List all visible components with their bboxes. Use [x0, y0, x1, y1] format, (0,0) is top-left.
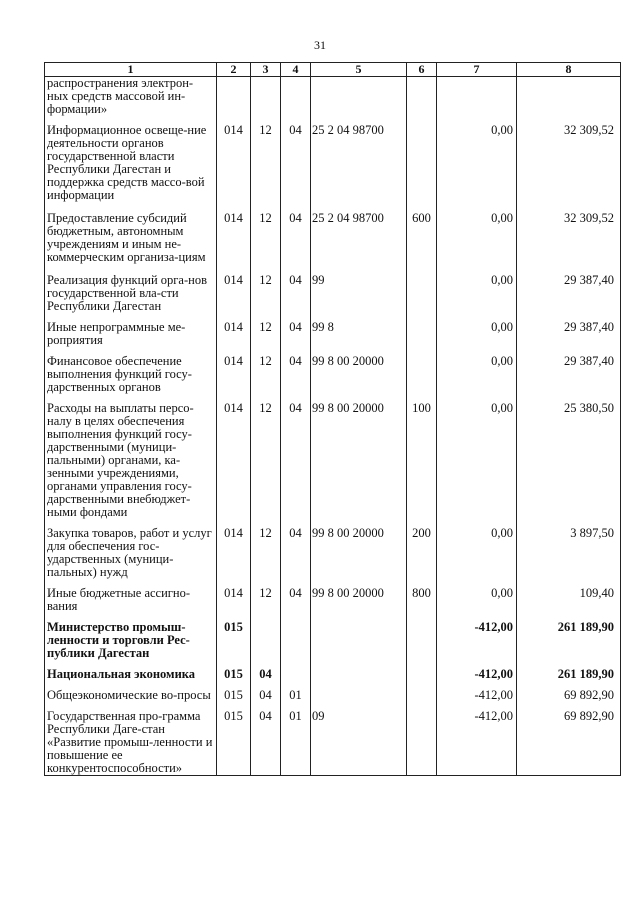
row-expense-type	[407, 124, 437, 212]
row-expense-type	[407, 689, 437, 710]
col-header: 2	[217, 63, 251, 77]
table-row	[45, 668, 621, 689]
row-name: Министерство промыш-ленности и торговли Рес-публики Дагестан	[45, 621, 217, 668]
row-section: 12	[251, 274, 281, 321]
row-amount	[517, 77, 621, 125]
row-change: 0,00	[437, 587, 517, 621]
row-grbs: 014	[217, 212, 251, 274]
row-amount: 261 189,90	[517, 668, 621, 689]
row-grbs: 015	[217, 668, 251, 689]
table-row	[45, 321, 621, 355]
row-section: 04	[251, 668, 281, 689]
row-change: -412,00	[437, 710, 517, 776]
row-grbs: 014	[217, 124, 251, 212]
row-target-article	[311, 77, 407, 125]
row-subsection: 04	[281, 124, 311, 212]
row-section: 12	[251, 212, 281, 274]
col-header: 5	[311, 63, 407, 77]
row-name: Закупка товаров, работ и услуг для обеспечения гос-ударственных (муници-пальных) нужд	[45, 527, 217, 587]
row-expense-type	[407, 710, 437, 776]
col-header: 6	[407, 63, 437, 77]
row-target-article: 99 8 00 20000	[311, 355, 407, 402]
header-row	[45, 63, 621, 77]
row-subsection	[281, 621, 311, 668]
row-target-article: 99 8 00 20000	[311, 527, 407, 587]
row-grbs: 015	[217, 689, 251, 710]
row-expense-type: 100	[407, 402, 437, 527]
row-subsection	[281, 668, 311, 689]
row-amount: 29 387,40	[517, 274, 621, 321]
row-name: Информационное освеще-ние деятельности органов государственной власти Республики Дагестан и поддержка средств массо-вой информации	[45, 124, 217, 212]
row-amount: 261 189,90	[517, 621, 621, 668]
row-grbs: 014	[217, 527, 251, 587]
row-expense-type	[407, 274, 437, 321]
col-header: 1	[45, 63, 217, 77]
row-name: Реализация функций орга-нов государственной вла-сти Республики Дагестан	[45, 274, 217, 321]
row-expense-type	[407, 77, 437, 125]
table-row	[45, 212, 621, 274]
row-amount: 32 309,52	[517, 124, 621, 212]
table-row	[45, 274, 621, 321]
row-target-article: 25 2 04 98700	[311, 212, 407, 274]
row-name: распространения электрон-ных средств массовой ин-формации»	[45, 77, 217, 125]
row-section: 12	[251, 321, 281, 355]
row-subsection	[281, 77, 311, 125]
row-grbs: 014	[217, 274, 251, 321]
col-header: 8	[517, 63, 621, 77]
row-target-article: 99 8 00 20000	[311, 587, 407, 621]
row-target-article: 09	[311, 710, 407, 776]
row-section	[251, 621, 281, 668]
row-grbs: 015	[217, 621, 251, 668]
row-expense-type: 800	[407, 587, 437, 621]
table-row	[45, 621, 621, 668]
row-section: 12	[251, 402, 281, 527]
row-amount: 29 387,40	[517, 355, 621, 402]
row-subsection: 04	[281, 274, 311, 321]
row-amount: 109,40	[517, 587, 621, 621]
row-name: Государственная про-грамма Республики Даге-стан «Развитие промыш-ленности и повышение ее конкурентоспособности»	[45, 710, 217, 776]
table-row	[45, 402, 621, 527]
row-grbs: 014	[217, 587, 251, 621]
row-subsection: 04	[281, 402, 311, 527]
row-section: 12	[251, 587, 281, 621]
row-subsection: 04	[281, 321, 311, 355]
budget-table	[44, 62, 621, 776]
row-change: -412,00	[437, 621, 517, 668]
row-target-article: 99 8 00 20000	[311, 402, 407, 527]
row-grbs: 014	[217, 355, 251, 402]
row-section: 12	[251, 527, 281, 587]
table-row	[45, 355, 621, 402]
page-number: 31	[314, 38, 326, 52]
row-amount: 25 380,50	[517, 402, 621, 527]
row-grbs: 015	[217, 710, 251, 776]
row-target-article: 99 8	[311, 321, 407, 355]
row-subsection: 04	[281, 212, 311, 274]
row-target-article	[311, 621, 407, 668]
row-amount: 32 309,52	[517, 212, 621, 274]
table-row	[45, 710, 621, 776]
row-change: 0,00	[437, 274, 517, 321]
row-section: 04	[251, 689, 281, 710]
row-target-article: 99	[311, 274, 407, 321]
row-change: -412,00	[437, 668, 517, 689]
row-section: 04	[251, 710, 281, 776]
row-name: Предоставление субсидий бюджетным, автономным учреждениям и иным не-коммерческим организа-циям	[45, 212, 217, 274]
row-expense-type: 600	[407, 212, 437, 274]
row-subsection: 04	[281, 527, 311, 587]
table-row	[45, 124, 621, 212]
row-subsection: 04	[281, 587, 311, 621]
col-header: 3	[251, 63, 281, 77]
row-amount: 3 897,50	[517, 527, 621, 587]
row-amount: 69 892,90	[517, 689, 621, 710]
col-header: 7	[437, 63, 517, 77]
row-target-article: 25 2 04 98700	[311, 124, 407, 212]
row-expense-type: 200	[407, 527, 437, 587]
row-target-article	[311, 668, 407, 689]
row-change: 0,00	[437, 355, 517, 402]
row-expense-type	[407, 668, 437, 689]
row-name: Иные непрограммные ме-роприятия	[45, 321, 217, 355]
col-header: 4	[281, 63, 311, 77]
row-subsection: 04	[281, 355, 311, 402]
row-change: 0,00	[437, 402, 517, 527]
row-target-article	[311, 689, 407, 710]
row-grbs: 014	[217, 402, 251, 527]
row-name: Иные бюджетные ассигно-вания	[45, 587, 217, 621]
table-row	[45, 527, 621, 587]
row-change: -412,00	[437, 689, 517, 710]
row-expense-type	[407, 621, 437, 668]
row-section	[251, 77, 281, 125]
row-expense-type	[407, 321, 437, 355]
row-expense-type	[407, 355, 437, 402]
row-section: 12	[251, 355, 281, 402]
row-name: Национальная экономика	[45, 668, 217, 689]
row-subsection: 01	[281, 689, 311, 710]
row-grbs	[217, 77, 251, 125]
row-change: 0,00	[437, 124, 517, 212]
row-subsection: 01	[281, 710, 311, 776]
row-amount: 69 892,90	[517, 710, 621, 776]
table-row	[45, 689, 621, 710]
row-amount: 29 387,40	[517, 321, 621, 355]
row-name: Финансовое обеспечение выполнения функций госу-дарственных органов	[45, 355, 217, 402]
row-change	[437, 77, 517, 125]
row-section: 12	[251, 124, 281, 212]
row-change: 0,00	[437, 527, 517, 587]
row-change: 0,00	[437, 212, 517, 274]
row-change: 0,00	[437, 321, 517, 355]
row-name: Общеэкономические во-просы	[45, 689, 217, 710]
row-name: Расходы на выплаты персо-налу в целях обеспечения выполнения функций госу-дарственными (муници-пальными) органами, ка-зенными учреждениями, органами управления госу-дарственными внебюджет-ными фондами	[45, 402, 217, 527]
table-row	[45, 587, 621, 621]
table-row	[45, 77, 621, 125]
row-grbs: 014	[217, 321, 251, 355]
